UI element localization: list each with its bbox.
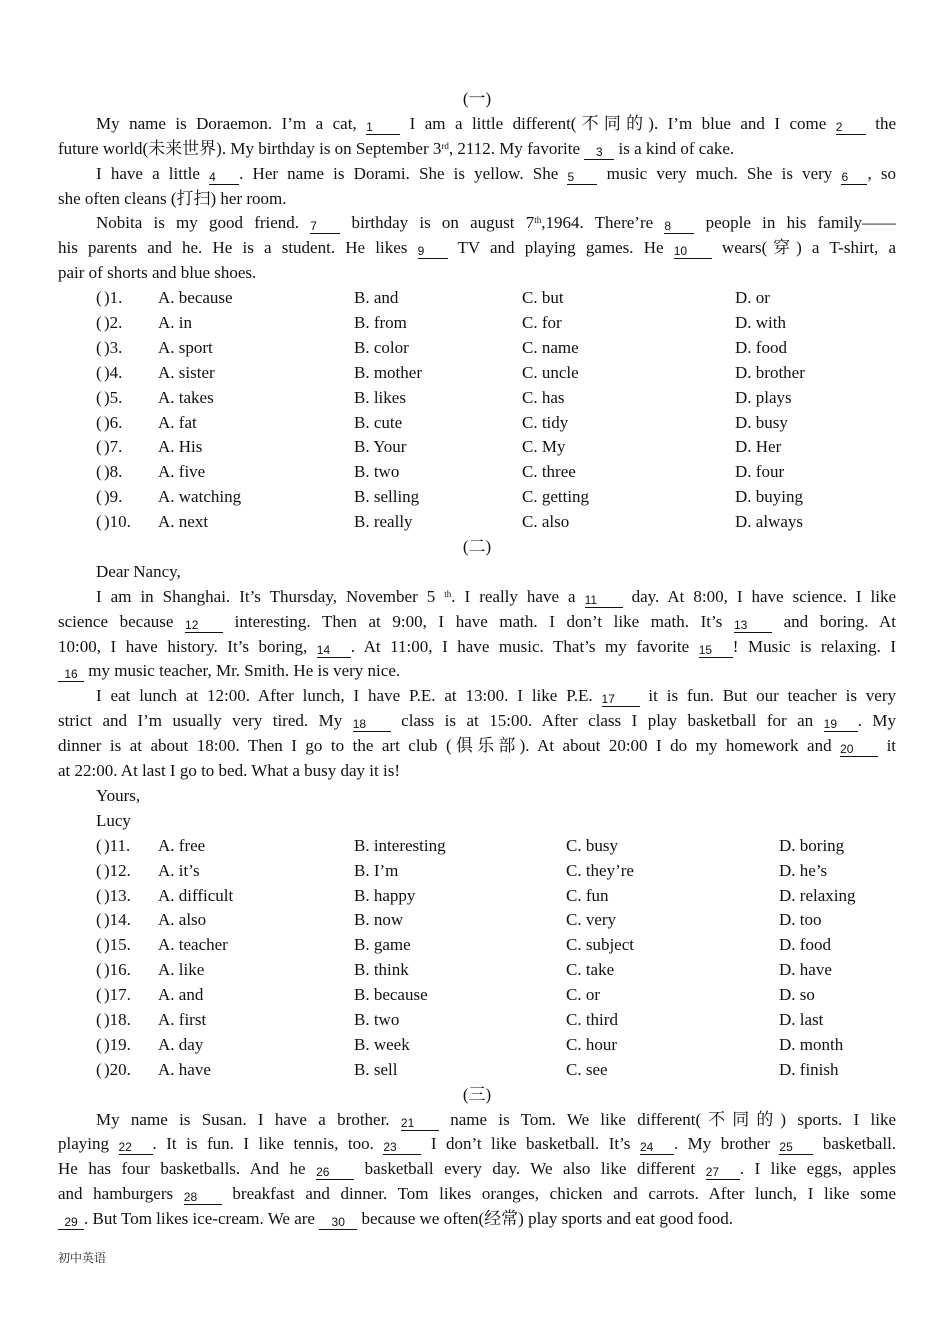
answer-bracket[interactable]: ( <box>96 337 102 357</box>
question-number: )17. <box>104 985 131 1005</box>
option-d[interactable]: D. he’s <box>779 860 828 880</box>
question-number: )1. <box>104 288 123 308</box>
worksheet <box>58 87 896 1232</box>
option-d[interactable]: D. last <box>779 1009 824 1029</box>
answer-bracket[interactable]: ( <box>96 412 102 432</box>
option-c[interactable]: C. busy <box>566 835 618 855</box>
option-d[interactable]: D. four <box>735 462 785 482</box>
blank-11[interactable]: 11 <box>585 594 623 608</box>
option-c[interactable]: C. third <box>566 1009 618 1029</box>
question-row <box>58 386 896 411</box>
passage2-line8: at 22:00. At last I go to bed. What a busy day it is! <box>58 761 401 781</box>
question-row <box>58 510 896 535</box>
question-row <box>58 311 896 336</box>
question-number: )3. <box>104 337 123 357</box>
answer-bracket[interactable]: ( <box>96 462 102 482</box>
answer-bracket[interactable]: ( <box>96 910 102 930</box>
answer-bracket[interactable]: ( <box>96 960 102 980</box>
question-row <box>58 834 896 859</box>
option-b[interactable]: B. I’m <box>354 860 399 880</box>
option-d[interactable]: D. too <box>779 910 822 930</box>
blank-4[interactable]: 4 <box>209 171 239 185</box>
option-b[interactable]: B. because <box>354 985 428 1005</box>
blank-13[interactable]: 13 <box>734 619 772 633</box>
option-b[interactable]: B. selling <box>354 487 420 507</box>
blank-1[interactable]: 1 <box>366 121 400 135</box>
passage1-line4: she often cleans (打扫) her room. <box>58 188 287 208</box>
option-a[interactable]: A. have <box>158 1059 211 1079</box>
question-row <box>58 460 896 485</box>
option-d[interactable]: D. food <box>735 337 787 357</box>
passage3-line5: 29 . But Tom likes ice-cream. We are 30 because we often(经常) play sports and eat good food. <box>58 1207 896 1232</box>
option-d[interactable]: D. with <box>735 313 786 333</box>
passage2-line1: I am in Shanghai. It’s Thursday, November 5 $^{th}$. I really have a 11 day. At 8:00, I have science. I like <box>96 586 897 607</box>
option-c[interactable]: C. tidy <box>522 412 569 432</box>
question-row <box>58 286 896 311</box>
option-c[interactable]: C. fun <box>566 885 609 905</box>
question-list-1 <box>58 286 896 535</box>
letter-closing: Yours, <box>96 785 141 805</box>
option-c[interactable]: C. very <box>566 910 617 930</box>
passage1-line3: I have a little 4 . Her name is Dorami. She is yellow. She 5 music very much. She is very 6 , so <box>96 163 897 184</box>
answer-bracket[interactable]: ( <box>96 835 102 855</box>
option-a[interactable]: A. takes <box>158 387 214 407</box>
question-row <box>58 933 896 958</box>
option-c[interactable]: C. My <box>522 437 566 457</box>
option-d[interactable]: D. have <box>779 960 832 980</box>
option-c[interactable]: C. subject <box>566 935 634 955</box>
question-row <box>58 908 896 933</box>
option-a[interactable]: A. day <box>158 1034 204 1054</box>
option-c[interactable]: C. three <box>522 462 576 482</box>
blank-24[interactable]: 24 <box>640 1141 674 1155</box>
option-a[interactable]: A. His <box>158 437 203 457</box>
question-row <box>58 435 896 460</box>
option-c[interactable]: C. for <box>522 313 562 333</box>
blank-3[interactable]: 3 <box>584 146 614 160</box>
option-a[interactable]: A. difficult <box>158 885 234 905</box>
answer-bracket[interactable]: ( <box>96 935 102 955</box>
answer-bracket[interactable]: ( <box>96 885 102 905</box>
answer-bracket[interactable]: ( <box>96 437 102 457</box>
question-row <box>58 336 896 361</box>
blank-30[interactable]: 30 <box>319 1216 357 1230</box>
question-number: )18. <box>104 1009 131 1029</box>
passage2-line6: strict and I’m usually very tired. My 18 class is at 15:00. After class I play basketball for an 19 . My <box>58 711 896 732</box>
blank-14[interactable]: 14 <box>317 644 351 658</box>
option-a[interactable]: A. teacher <box>158 935 228 955</box>
blank-21[interactable]: 21 <box>401 1117 439 1131</box>
question-number: )2. <box>104 313 123 333</box>
option-b[interactable]: B. game <box>354 935 411 955</box>
answer-bracket[interactable]: ( <box>96 313 102 333</box>
question-number: )9. <box>104 487 123 507</box>
question-number: )14. <box>104 910 131 930</box>
passage1-line6: his parents and he. He is a student. He likes 9 TV and playing games. He 10 wears(穿) a T-shirt, a <box>58 238 897 259</box>
question-row <box>58 884 896 909</box>
option-a[interactable]: A. in <box>158 313 192 333</box>
option-b[interactable]: B. now <box>354 910 404 930</box>
option-b[interactable]: B. from <box>354 313 407 333</box>
letter-signature: Lucy <box>96 810 131 830</box>
section-title-2: (二) <box>462 537 492 557</box>
answer-bracket[interactable]: ( <box>96 985 102 1005</box>
option-c[interactable]: C. also <box>522 512 570 532</box>
option-b[interactable]: B. two <box>354 462 400 482</box>
passage2-line5: I eat lunch at 12:00. After lunch, I have P.E. at 13:00. I like P.E. 17 it is fun. But our teacher is very <box>96 686 897 707</box>
footer-label: 初中英语 <box>58 1251 107 1265</box>
option-a[interactable]: A. also <box>158 910 207 930</box>
option-d[interactable]: D. or <box>735 288 770 308</box>
option-b[interactable]: B. color <box>354 337 409 357</box>
blank-25[interactable]: 25 <box>779 1141 813 1155</box>
option-d[interactable]: D. always <box>735 512 803 532</box>
option-b[interactable]: B. interesting <box>354 835 446 855</box>
option-a[interactable]: A. because <box>158 288 233 308</box>
option-b[interactable]: B. likes <box>354 387 406 407</box>
option-a[interactable]: A. sport <box>158 337 213 357</box>
question-row <box>58 1033 896 1058</box>
question-number: )12. <box>104 860 131 880</box>
blank-23[interactable]: 23 <box>383 1141 421 1155</box>
question-list-2 <box>58 834 896 1083</box>
question-number: )20. <box>104 1059 131 1079</box>
question-row <box>58 411 896 436</box>
option-b[interactable]: B. Your <box>354 437 407 457</box>
blank-10[interactable]: 10 <box>674 245 712 259</box>
passage3-line1: My name is Susan. I have a brother. 21 name is Tom. We like different(不同的) sports. I like <box>96 1109 897 1130</box>
question-number: )5. <box>104 387 123 407</box>
passage1-line5: Nobita is my good friend. 7 birthday is on august 7th,1964. There’re 8 people in his family—— <box>96 213 897 234</box>
option-b[interactable]: B. week <box>354 1034 410 1054</box>
option-d[interactable]: D. buying <box>735 487 803 507</box>
option-d[interactable]: D. so <box>779 985 815 1005</box>
passage2-line3: 10:00, I have history. It’s boring, 14 . At 11:00, I have music. That’s my favorite 15 ! Music is relaxing. I <box>58 636 897 657</box>
question-row <box>58 485 896 510</box>
question-number: )13. <box>104 885 131 905</box>
option-c[interactable]: C. has <box>522 387 565 407</box>
blank-26[interactable]: 26 <box>316 1166 354 1180</box>
option-b[interactable]: B. think <box>354 960 409 980</box>
passage2-line4: 16 my music teacher, Mr. Smith. He is very nice. <box>58 659 896 684</box>
option-a[interactable]: A. and <box>158 985 204 1005</box>
answer-bracket[interactable]: ( <box>96 512 102 532</box>
blank-29[interactable]: 29 <box>58 1216 84 1230</box>
question-row <box>58 983 896 1008</box>
option-a[interactable]: A. five <box>158 462 206 482</box>
option-c[interactable]: C. hour <box>566 1034 617 1054</box>
passage3-line4: and hamburgers 28 breakfast and dinner. Tom likes oranges, chicken and carrots. After lunch, I like some <box>58 1184 897 1205</box>
blank-20[interactable]: 20 <box>840 743 878 757</box>
option-d[interactable]: D. brother <box>735 362 805 382</box>
option-b[interactable]: B. mother <box>354 362 422 382</box>
question-row <box>58 859 896 884</box>
option-a[interactable]: A. fat <box>158 412 197 432</box>
option-d[interactable]: D. boring <box>779 835 845 855</box>
answer-bracket[interactable]: ( <box>96 487 102 507</box>
option-b[interactable]: B. really <box>354 512 413 532</box>
option-b[interactable]: B. sell <box>354 1059 398 1079</box>
blank-15[interactable]: 15 <box>699 644 733 658</box>
option-b[interactable]: B. cute <box>354 412 403 432</box>
option-d[interactable]: D. month <box>779 1034 844 1054</box>
blank-17[interactable]: 17 <box>602 693 640 707</box>
option-c[interactable]: C. see <box>566 1059 608 1079</box>
letter-greeting: Dear Nancy, <box>96 561 181 581</box>
option-b[interactable]: B. two <box>354 1009 400 1029</box>
passage1-line2: future world(未来世界). My birthday is on September 3rd, 2112. My favorite 3 is a kind of cake. <box>58 138 735 159</box>
option-d[interactable]: D. Her <box>735 437 782 457</box>
answer-bracket[interactable]: ( <box>96 860 102 880</box>
question-number: )8. <box>104 462 123 482</box>
option-b[interactable]: B. and <box>354 288 399 308</box>
option-c[interactable]: C. uncle <box>522 362 579 382</box>
question-row <box>58 958 896 983</box>
answer-bracket[interactable]: ( <box>96 1059 102 1079</box>
passage1-line7: pair of shorts and blue shoes. <box>58 263 257 283</box>
option-c[interactable]: C. or <box>566 985 600 1005</box>
answer-bracket[interactable]: ( <box>96 1034 102 1054</box>
answer-bracket[interactable]: ( <box>96 362 102 382</box>
blank-16[interactable]: 16 <box>58 668 84 682</box>
question-number: )4. <box>104 362 123 382</box>
option-d[interactable]: D. busy <box>735 412 788 432</box>
blank-27[interactable]: 27 <box>706 1166 740 1180</box>
option-b[interactable]: B. happy <box>354 885 416 905</box>
passage2-line7: dinner is at about 18:00. Then I go to the art club (俱乐部). At about 20:00 I do my homework and 20 it <box>58 736 897 757</box>
option-a[interactable]: A. free <box>158 835 206 855</box>
question-row <box>58 1058 896 1083</box>
option-d[interactable]: D. relaxing <box>779 885 856 905</box>
option-d[interactable]: D. plays <box>735 387 792 407</box>
option-a[interactable]: A. like <box>158 960 205 980</box>
passage3-line2: playing 22 . It is fun. I like tennis, too. 23 I don’t like basketball. It’s 24 . My brother 25 basketball. <box>58 1134 897 1155</box>
blank-2[interactable]: 2 <box>836 121 866 135</box>
question-number: )10. <box>104 512 131 532</box>
passage2-line2: science because 12 interesting. Then at 9:00, I have math. I don’t like math. It’s 13 and boring. At <box>58 611 897 632</box>
option-a[interactable]: A. watching <box>158 487 242 507</box>
question-number: )11. <box>104 835 131 855</box>
section-title-1: (一) <box>462 89 492 108</box>
blank-18[interactable]: 18 <box>353 718 391 732</box>
question-number: )15. <box>104 935 131 955</box>
option-a[interactable]: A. it’s <box>158 860 200 880</box>
blank-19[interactable]: 19 <box>824 718 858 732</box>
question-number: )19. <box>104 1034 131 1054</box>
option-d[interactable]: D. finish <box>779 1059 839 1079</box>
blank-6[interactable]: 6 <box>841 171 867 185</box>
option-a[interactable]: A. first <box>158 1009 207 1029</box>
passage1-line1: My name is Doraemon. I’m a cat, 1 I am a little different(不同的). I’m blue and I come 2 the <box>96 113 897 134</box>
question-row <box>58 1008 896 1033</box>
answer-bracket[interactable]: ( <box>96 1009 102 1029</box>
answer-bracket[interactable]: ( <box>96 387 102 407</box>
answer-bracket[interactable]: ( <box>96 288 102 308</box>
option-c[interactable]: C. getting <box>522 487 590 507</box>
question-number: )16. <box>104 960 131 980</box>
blank-22[interactable]: 22 <box>119 1141 153 1155</box>
question-number: )7. <box>104 437 123 457</box>
blank-8[interactable]: 8 <box>664 220 694 234</box>
option-c[interactable]: C. name <box>522 337 579 357</box>
blank-5[interactable]: 5 <box>567 171 597 185</box>
question-row <box>58 361 896 386</box>
option-c[interactable]: C. but <box>522 288 564 308</box>
passage3-line3: He has four basketballs. And he 26 basketball every day. We also like different 27 . I like eggs, apples <box>58 1159 897 1180</box>
blank-12[interactable]: 12 <box>185 619 223 633</box>
blank-7[interactable]: 7 <box>310 220 340 234</box>
blank-28[interactable]: 28 <box>184 1191 222 1205</box>
section-title-3: (三) <box>462 1084 492 1104</box>
option-d[interactable]: D. food <box>779 935 831 955</box>
option-a[interactable]: A. next <box>158 512 209 532</box>
option-c[interactable]: C. take <box>566 960 615 980</box>
option-a[interactable]: A. sister <box>158 362 215 382</box>
blank-9[interactable]: 9 <box>418 245 448 259</box>
option-c[interactable]: C. they’re <box>566 860 634 880</box>
question-number: )6. <box>104 412 123 432</box>
